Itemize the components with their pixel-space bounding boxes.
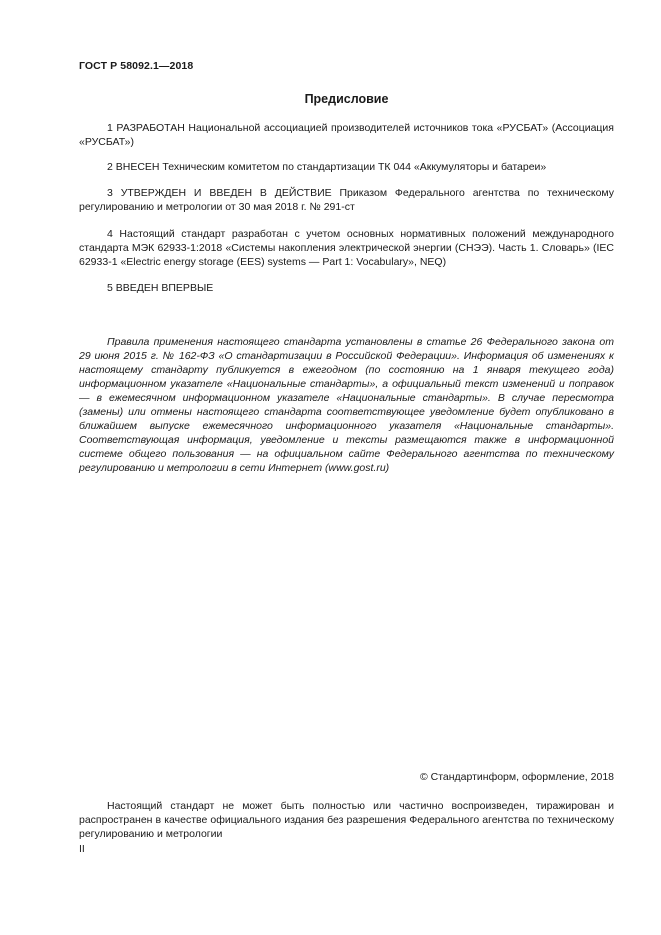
reproduction-notice: Настоящий стандарт не может быть полностью или частично воспроизведен, тиражирован и распространен в качестве официального издания без разрешения Федерального агентства по техническому регулированию и метрологии — [79, 800, 614, 840]
application-rules-notice: Правила применения настоящего стандарта установлены в статье 26 Федерального закона от 29 июня 2015 г. № 162-ФЗ «О стандартизации в Российской Федерации». Информация об изменениях к настоящему стандарту публикуется в ежегодном (по состоянию на 1 января текущего года) информационном указателе «Национальные стандарты», а официальный текст изменений и поправок — в ежемесячном информационном указателе «Национальные стандарты». В случае пересмотра (замены) или отмены настоящего стандарта соответствующее уведомление будет опубликовано в ближайшем выпуске ежемесячного информационного указателя «Национальные стандарты». Соответствующая информация, уведомление и тексты размещаются также в информационной системе общего пользования — на официальном сайте Федерального агентства по техническому регулированию и метрологии в сети Интернет (www.gost.ru) — [79, 336, 614, 474]
foreword-item-5: 5 ВВЕДЕН ВПЕРВЫЕ — [107, 282, 214, 294]
foreword-item-2: 2 ВНЕСЕН Техническим комитетом по стандартизации ТК 044 «Аккумуляторы и батареи» — [107, 161, 547, 173]
page-number: II — [79, 843, 85, 855]
foreword-item-3: 3 УТВЕРЖДЕН И ВВЕДЕН В ДЕЙСТВИЕ Приказом Федерального агентства по техническому регулированию и метрологии от 30 мая 2018 г. № 291-ст — [79, 187, 614, 213]
page-title: Предисловие — [304, 92, 389, 106]
foreword-item-1: 1 РАЗРАБОТАН Национальной ассоциацией производителей источников тока «РУСБАТ» (Ассоциация «РУСБАТ») — [79, 122, 614, 148]
foreword-item-4: 4 Настоящий стандарт разработан с учетом основных нормативных положений международного стандарта МЭК 62933-1:2018 «Системы накопления электрической энергии (СНЭЭ). Часть 1. Словарь» (IEC 62933-1 «Electric energy storage (EES) systems — Part 1: Vocabulary», NEQ) — [79, 228, 614, 268]
copyright-line: © Стандартинформ, оформление, 2018 — [419, 771, 614, 783]
standard-code-header: ГОСТ Р 58092.1—2018 — [79, 60, 194, 72]
